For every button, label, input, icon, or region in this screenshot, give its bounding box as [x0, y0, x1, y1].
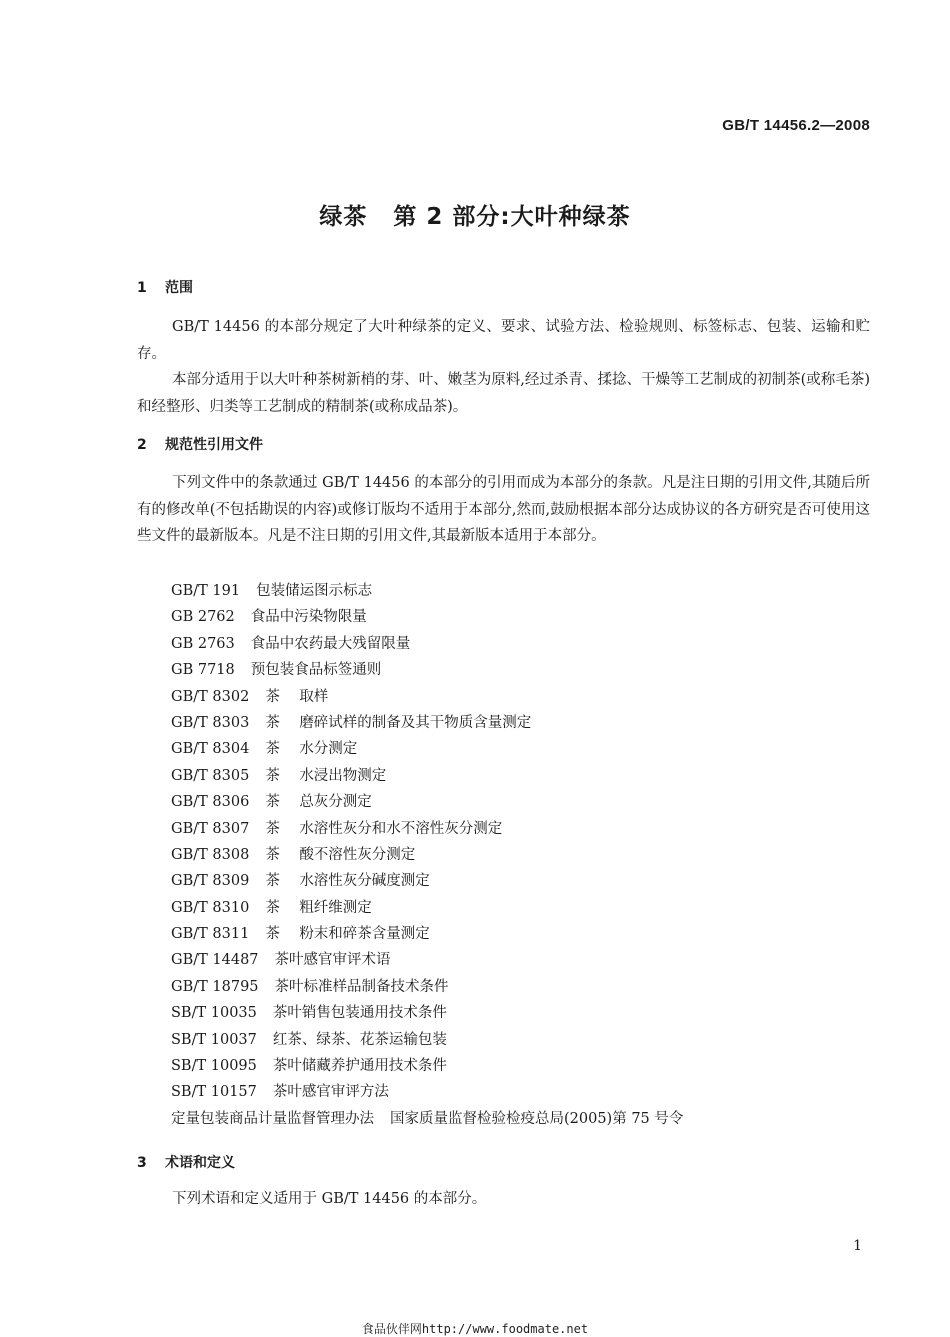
reference-item — [171, 631, 683, 657]
reference-title: 红茶、绿茶、花茶运输包装 — [272, 1031, 447, 1048]
reference-code: SB/T 10157 — [171, 1084, 257, 1101]
reference-code: GB 2762 — [171, 609, 235, 626]
reference-title: 水溶性灰分和水不溶性灰分测定 — [299, 820, 503, 837]
reference-code: GB/T 8310 — [171, 899, 250, 916]
reference-category: 茶 — [265, 794, 280, 811]
scope-paragraph-1: GB/T 14456 的本部分规定了大叶种绿茶的定义、要求、试验方法、检验规则、标签标志、包装、运输和贮存。 — [137, 319, 870, 362]
reference-code: GB/T 191 — [171, 583, 241, 599]
reference-item — [171, 974, 683, 1000]
reference-code: GB/T 8304 — [171, 741, 250, 758]
section-3-heading — [137, 1152, 235, 1172]
reference-item — [171, 816, 683, 842]
reference-item — [171, 604, 683, 630]
reference-code: GB/T 14487 — [171, 952, 259, 969]
reference-category: 茶 — [265, 714, 280, 731]
reference-code: SB/T 10095 — [171, 1058, 257, 1075]
reference-title: 国家质量监督检验检疫总局(2005)第 75 号令 — [390, 1110, 684, 1127]
reference-code: GB/T 8307 — [171, 820, 250, 837]
section-2-heading — [137, 434, 263, 454]
reference-code: GB 7718 — [171, 662, 235, 679]
reference-item — [171, 1106, 683, 1132]
title-part-1: 绿茶 — [319, 204, 368, 230]
terms-paragraph: 下列术语和定义适用于 GB/T 14456 的本部分。 — [172, 1191, 487, 1207]
reference-item — [171, 1027, 683, 1053]
section-number: 2 — [137, 437, 147, 453]
reference-item — [171, 947, 683, 973]
reference-item — [171, 921, 683, 947]
section-title: 范围 — [165, 280, 193, 296]
section-title: 术语和定义 — [165, 1155, 235, 1171]
reference-title: 包装储运图示标志 — [256, 583, 373, 599]
standard-code: GB/T 14456.2—2008 — [722, 117, 870, 134]
reference-title: 粉末和碎茶含量测定 — [299, 926, 430, 943]
reference-code: SB/T 10037 — [171, 1031, 257, 1048]
section-number: 1 — [137, 280, 147, 296]
reference-code: GB/T 8308 — [171, 846, 250, 863]
refs-paragraph: 下列文件中的条款通过 GB/T 14456 的本部分的引用而成为本部分的条款。凡是注日期的引用文件,其随后所有的修改单(不包括勘误的内容)或修订版均不适用于本部分,然而,鼓励根据本部分达成协议的各方研究是否可使用这些文件的最新版本。凡是不注日期的引用文件,其最新版本适用于本部分。 — [137, 475, 870, 544]
reference-item — [171, 1079, 683, 1105]
section-number: 3 — [137, 1155, 147, 1171]
reference-item — [171, 868, 683, 894]
reference-title: 食品中农药最大残留限量 — [250, 635, 411, 652]
reference-item — [171, 578, 683, 604]
reference-title: 粗纤维测定 — [299, 899, 372, 916]
reference-title: 取样 — [299, 688, 329, 705]
footer-watermark: 食品伙伴网http://www.foodmate.net — [361, 1322, 589, 1336]
reference-title: 茶叶标准样品制备技术条件 — [274, 978, 449, 995]
reference-item — [171, 1000, 683, 1026]
document-title — [0, 198, 950, 231]
reference-code: 定量包装商品计量监督管理办法 — [171, 1110, 374, 1127]
reference-title: 水分测定 — [299, 741, 358, 758]
reference-item — [171, 763, 683, 789]
reference-code: GB/T 8311 — [171, 926, 250, 943]
reference-item — [171, 710, 683, 736]
section-title: 规范性引用文件 — [165, 437, 263, 453]
scope-paragraph-2: 本部分适用于以大叶种茶树新梢的芽、叶、嫩茎为原料,经过杀青、揉捻、干燥等工艺制成的初制茶(或称毛茶)和经整形、归类等工艺制成的精制茶(或称成品茶)。 — [137, 372, 870, 415]
reference-category: 茶 — [265, 741, 280, 758]
reference-item — [171, 657, 683, 683]
reference-code: GB/T 8302 — [171, 688, 250, 705]
reference-title: 预包装食品标签通则 — [250, 662, 382, 679]
reference-title: 食品中污染物限量 — [250, 609, 367, 626]
reference-item — [171, 789, 683, 815]
reference-title: 酸不溶性灰分测定 — [299, 846, 416, 863]
reference-item — [171, 736, 683, 762]
reference-title: 水浸出物测定 — [299, 767, 387, 784]
reference-code: GB/T 18795 — [171, 978, 259, 995]
reference-code: GB 2763 — [171, 635, 235, 652]
reference-title: 茶叶感官审评术语 — [274, 952, 391, 969]
reference-item — [171, 895, 683, 921]
reference-category: 茶 — [265, 820, 280, 837]
page-number: 1 — [853, 1238, 862, 1254]
reference-title: 水溶性灰分碱度测定 — [299, 873, 430, 890]
reference-category: 茶 — [265, 767, 280, 784]
reference-title: 磨碎试样的制备及其干物质含量测定 — [299, 714, 532, 731]
reference-category: 茶 — [265, 688, 280, 705]
reference-item — [171, 842, 683, 868]
reference-code: GB/T 8306 — [171, 794, 250, 811]
section-1-heading — [137, 277, 193, 297]
reference-category: 茶 — [265, 873, 280, 890]
title-part-2: 第 2 部分:大叶种绿茶 — [393, 204, 631, 230]
reference-title: 茶叶销售包装通用技术条件 — [272, 1005, 447, 1022]
reference-code: SB/T 10035 — [171, 1005, 257, 1022]
reference-code: GB/T 8309 — [171, 873, 250, 890]
reference-category: 茶 — [265, 926, 280, 943]
reference-category: 茶 — [265, 899, 280, 916]
reference-title: 总灰分测定 — [299, 794, 372, 811]
reference-title: 茶叶感官审评方法 — [272, 1084, 389, 1101]
reference-title: 茶叶储藏养护通用技术条件 — [272, 1058, 447, 1075]
reference-code: GB/T 8303 — [171, 714, 250, 731]
reference-code: GB/T 8305 — [171, 767, 250, 784]
reference-list — [171, 578, 683, 1132]
reference-category: 茶 — [265, 846, 280, 863]
reference-item — [171, 684, 683, 710]
reference-item — [171, 1053, 683, 1079]
